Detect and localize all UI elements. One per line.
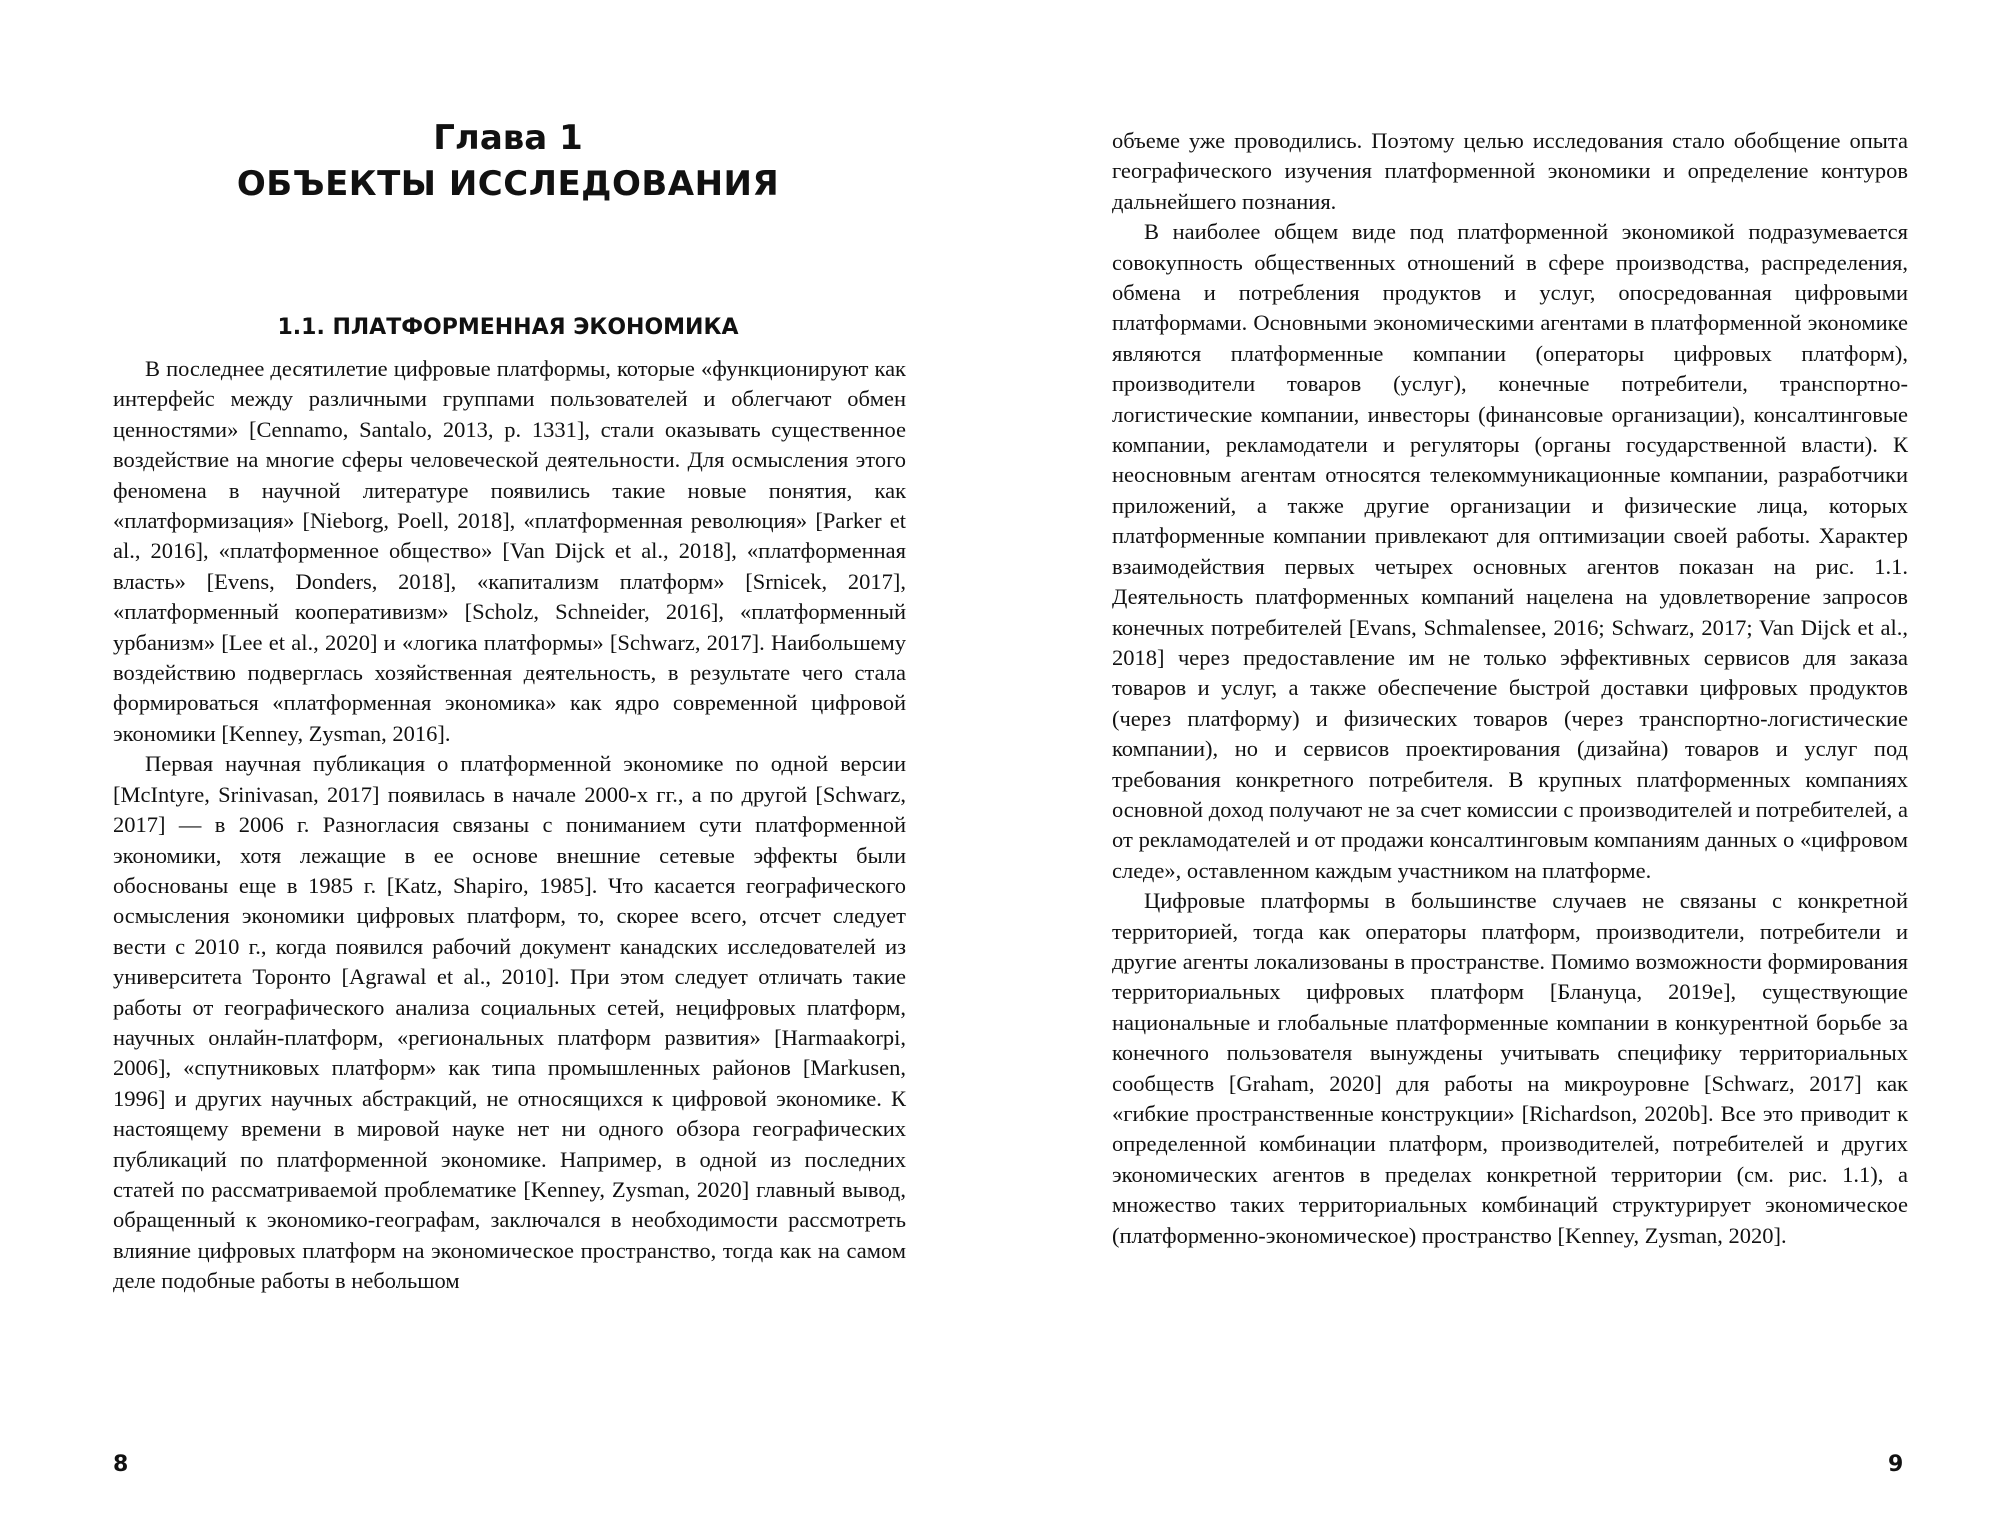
page-number: 8 — [113, 1452, 129, 1477]
right-body-text — [1112, 126, 1908, 1251]
paragraph: В наиболее общем виде под платформенной экономикой подразумевается совокупность общественных отношений в сфере производства, распределения, обмена и потребления продуктов и услуг, опосредованная цифровыми платформами. Основными экономическими агентами в платформенной экономике являются платформенные компании (операторы цифровых платформ), производители товаров (услуг), конечные потребители, транспортно-логистические компании, инвесторы (финансовые организации), консалтинговые компании, рекламодатели и регуляторы (органы государственной власти). К неосновным агентам относятся телекоммуникационные компании, разработчики приложений, а также другие организации и физические лица, которых платформенные компании привлекают для оптимизации своей работы. Характер взаимодействия первых четырех основных агентов показан на рис. 1.1. Деятельность платформенных компаний нацелена на удовлетворение запросов конечных потребителей [Evans, Schmalensee, 2016; Schwarz, 2017; Van Dijck et al., 2018] через предоставление им не только эффективных сервисов для заказа товаров и услуг, а также обеспечение быстрой доставки цифровых продуктов (через платформу) и физических товаров (через транспортно-логистические компании), но и сервисов проектирования (дизайна) товаров и услуг под требования конкретного потребителя. В крупных платформенных компаниях основной доход получают не за счет комиссии с производителей и потребителей, а от рекламодателей и от продажи консалтинговым компаниям данных о «цифровом следе», оставленном каждым участником на платформе. — [1112, 219, 1908, 883]
chapter-number: Глава 1 — [433, 118, 583, 158]
section-title: 1.1. ПЛАТФОРМЕННАЯ ЭКОНОМИКА — [277, 315, 739, 340]
page-number: 9 — [1888, 1452, 1904, 1477]
paragraph: Первая научная публикация о платформенной экономике по одной версии [McIntyre, Srinivasan, 2017] появилась в начале 2000-х гг., а по другой [Schwarz, 2017] — в 2006 г. Разногласия связаны с пониманием сути платформенной экономики, хотя лежащие в ее основе внешние сетевые эффекты были обоснованы еще в 1985 г. [Katz, Shapiro, 1985]. Что касается географического осмысления экономики цифровых платформ, то, скорее всего, отсчет следует вести с 2010 г., когда появился рабочий документ канадских исследователей из университета Торонто [Agrawal et al., 2010]. При этом следует отличать такие работы от географического анализа социальных сетей, нецифровых платформ, научных онлайн-платформ, «региональных платформ развития» [Harmaakorpi, 2006], «спутниковых платформ» как типа промышленных районов [Markusen, 1996] и других научных абстракций, не относящихся к цифровой экономике. К настоящему времени в мировой науке нет ни одного обзора географических публикаций по платформенной экономике. Например, в одной из последних статей по рассматриваемой проблематике [Kenney, Zysman, 2020] главный вывод, обращенный к экономико-географам, заключался в необходимости рассмотреть влияние цифровых платформ на экономическое пространство, тогда как на самом деле подобные работы в небольшом — [113, 751, 906, 1294]
chapter-title: ОБЪЕКТЫ ИССЛЕДОВАНИЯ — [236, 164, 780, 204]
paragraph: В последнее десятилетие цифровые платформы, которые «функционируют как интерфейс между различными группами пользователей и облегчают обмен ценностями» [Cennamo, Santalo, 2013, p. 1331], стали оказывать существенное воздействие на многие сферы человеческой деятельности. Для осмысления этого феномена в научной литературе появились такие новые понятия, как «платформизация» [Nieborg, Poell, 2018], «платформенная революция» [Parker et al., 2016], «платформенное общество» [Van Dijck et al., 2018], «платформенная власть» [Evens, Donders, 2018], «капитализм платформ» [Srnicek, 2017], «платформенный кооперативизм» [Scholz, Schneider, 2016], «платформенный урбанизм» [Lee et al., 2020] и «логика платформы» [Schwarz, 2017]. Наибольшему воздействию подверглась хозяйственная деятельность, в результате чего стала формироваться «платформенная экономика» как ядро современной цифровой экономики [Kenney, Zysman, 2016]. — [113, 356, 906, 746]
left-page — [0, 0, 980, 1522]
paragraph: Цифровые платформы в большинстве случаев не связаны с конкретной территорией, тогда как операторы платформ, производители, потребители и другие агенты локализованы в пространстве. Помимо возможности формирования территориальных цифровых платформ [Блануца, 2019е], существующие национальные и глобальные платформенные компании в конкурентной борьбе за конечного пользователя вынуждены учитывать специфику территориальных сообществ [Graham, 2020] для работы на микроуровне [Schwarz, 2017] как «гибкие пространственные конструкции» [Richardson, 2020b]. Все это приводит к определенной комбинации платформ, производителей, потребителей и других экономических агентов в пределах конкретной территории (см. рис. 1.1), а множество таких территориальных комбинаций структурирует экономическое (платформенно-экономическое) пространство [Kenney, Zysman, 2020]. — [1112, 888, 1908, 1248]
paragraph: объеме уже проводились. Поэтому целью исследования стало обобщение опыта географического изучения платформенной экономики и определение контуров дальнейшего познания. — [1112, 128, 1908, 214]
right-page — [1020, 0, 2000, 1522]
left-body-text — [113, 354, 906, 1297]
